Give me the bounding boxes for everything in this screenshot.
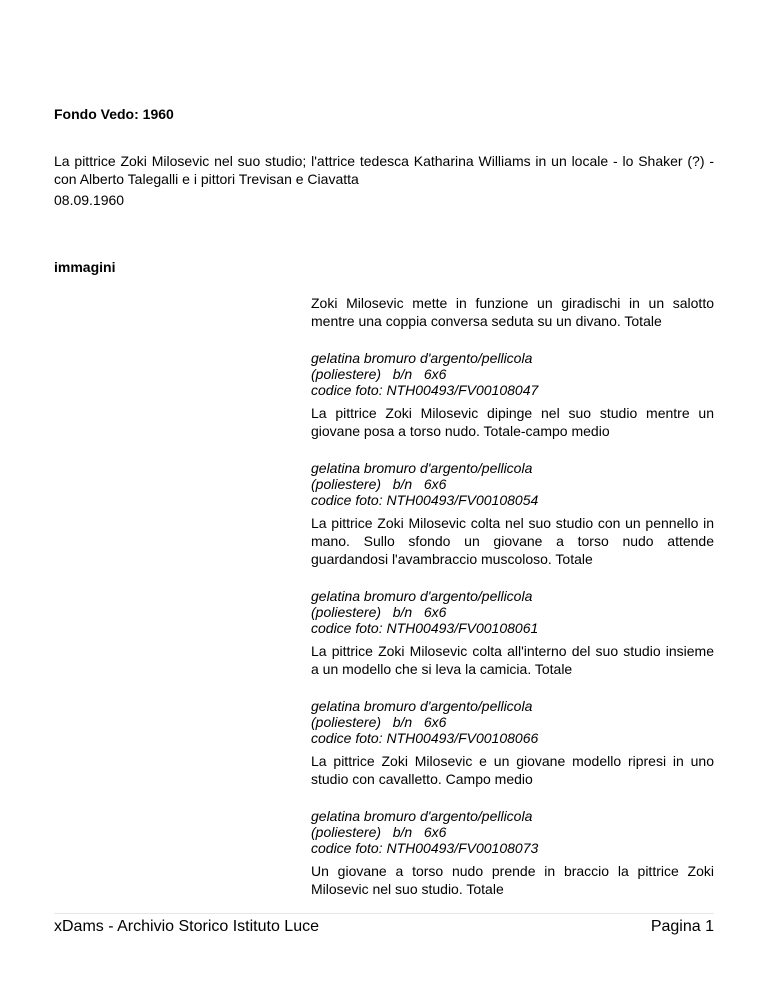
page-number: Pagina 1 <box>650 918 714 935</box>
images-list <box>311 294 714 898</box>
image-entry <box>311 752 714 856</box>
image-caption: Un giovane a torso nudo prende in braccio la pittrice Zoki Milosevic nel suo studio. Totale <box>311 863 714 897</box>
record-date: 08.09.1960 <box>54 192 125 208</box>
image-metadata <box>311 808 714 856</box>
image-caption: La pittrice Zoki Milosevic e un giovane modello ripresi in uno studio con cavalletto. Campo medio <box>311 753 714 787</box>
image-caption: La pittrice Zoki Milosevic dipinge nel suo studio mentre un giovane posa a torso nudo. Totale-campo medio <box>311 405 714 439</box>
image-metadata <box>311 460 714 508</box>
image-format: (poliestere) b/n 6x6 <box>311 476 447 492</box>
image-code: codice foto: NTH00493/FV00108061 <box>311 620 539 636</box>
image-format: (poliestere) b/n 6x6 <box>311 824 447 840</box>
record-description: La pittrice Zoki Milosevic nel suo studio; l'attrice tedesca Katharina Williams in un locale - lo Shaker (?) - con Alberto Talegalli e i pittori Trevisan e Ciavatta <box>54 153 714 187</box>
image-metadata <box>311 588 714 636</box>
image-caption: La pittrice Zoki Milosevic colta all'interno del suo studio insieme a un modello che si leva la camicia. Totale <box>311 643 714 677</box>
footer-source: xDams - Archivio Storico Istituto Luce <box>54 918 319 935</box>
page-footer <box>54 913 714 935</box>
image-format: (poliestere) b/n 6x6 <box>311 714 447 730</box>
fondo-title: Fondo Vedo: 1960 <box>54 106 174 122</box>
image-entry <box>311 862 714 898</box>
image-caption: Zoki Milosevic mette in funzione un giradischi in un salotto mentre una coppia conversa seduta su un divano. Totale <box>311 295 714 329</box>
image-metadata <box>311 350 714 398</box>
image-code: codice foto: NTH00493/FV00108066 <box>311 730 539 746</box>
image-entry <box>311 514 714 636</box>
images-section-heading: immagini <box>54 259 116 275</box>
image-material: gelatina bromuro d'argento/pellicola <box>311 588 533 604</box>
image-entry <box>311 642 714 746</box>
image-entry <box>311 404 714 508</box>
image-format: (poliestere) b/n 6x6 <box>311 604 447 620</box>
image-format: (poliestere) b/n 6x6 <box>311 366 447 382</box>
image-metadata <box>311 698 714 746</box>
image-material: gelatina bromuro d'argento/pellicola <box>311 460 533 476</box>
image-code: codice foto: NTH00493/FV00108047 <box>311 382 539 398</box>
image-code: codice foto: NTH00493/FV00108073 <box>311 840 539 856</box>
image-material: gelatina bromuro d'argento/pellicola <box>311 698 533 714</box>
image-material: gelatina bromuro d'argento/pellicola <box>311 808 533 824</box>
image-entry <box>311 294 714 398</box>
image-code: codice foto: NTH00493/FV00108054 <box>311 492 539 508</box>
image-material: gelatina bromuro d'argento/pellicola <box>311 350 533 366</box>
image-caption: La pittrice Zoki Milosevic colta nel suo studio con un pennello in mano. Sullo sfondo un giovane a torso nudo attende guardandosi l'avambraccio muscoloso. Totale <box>311 515 714 567</box>
